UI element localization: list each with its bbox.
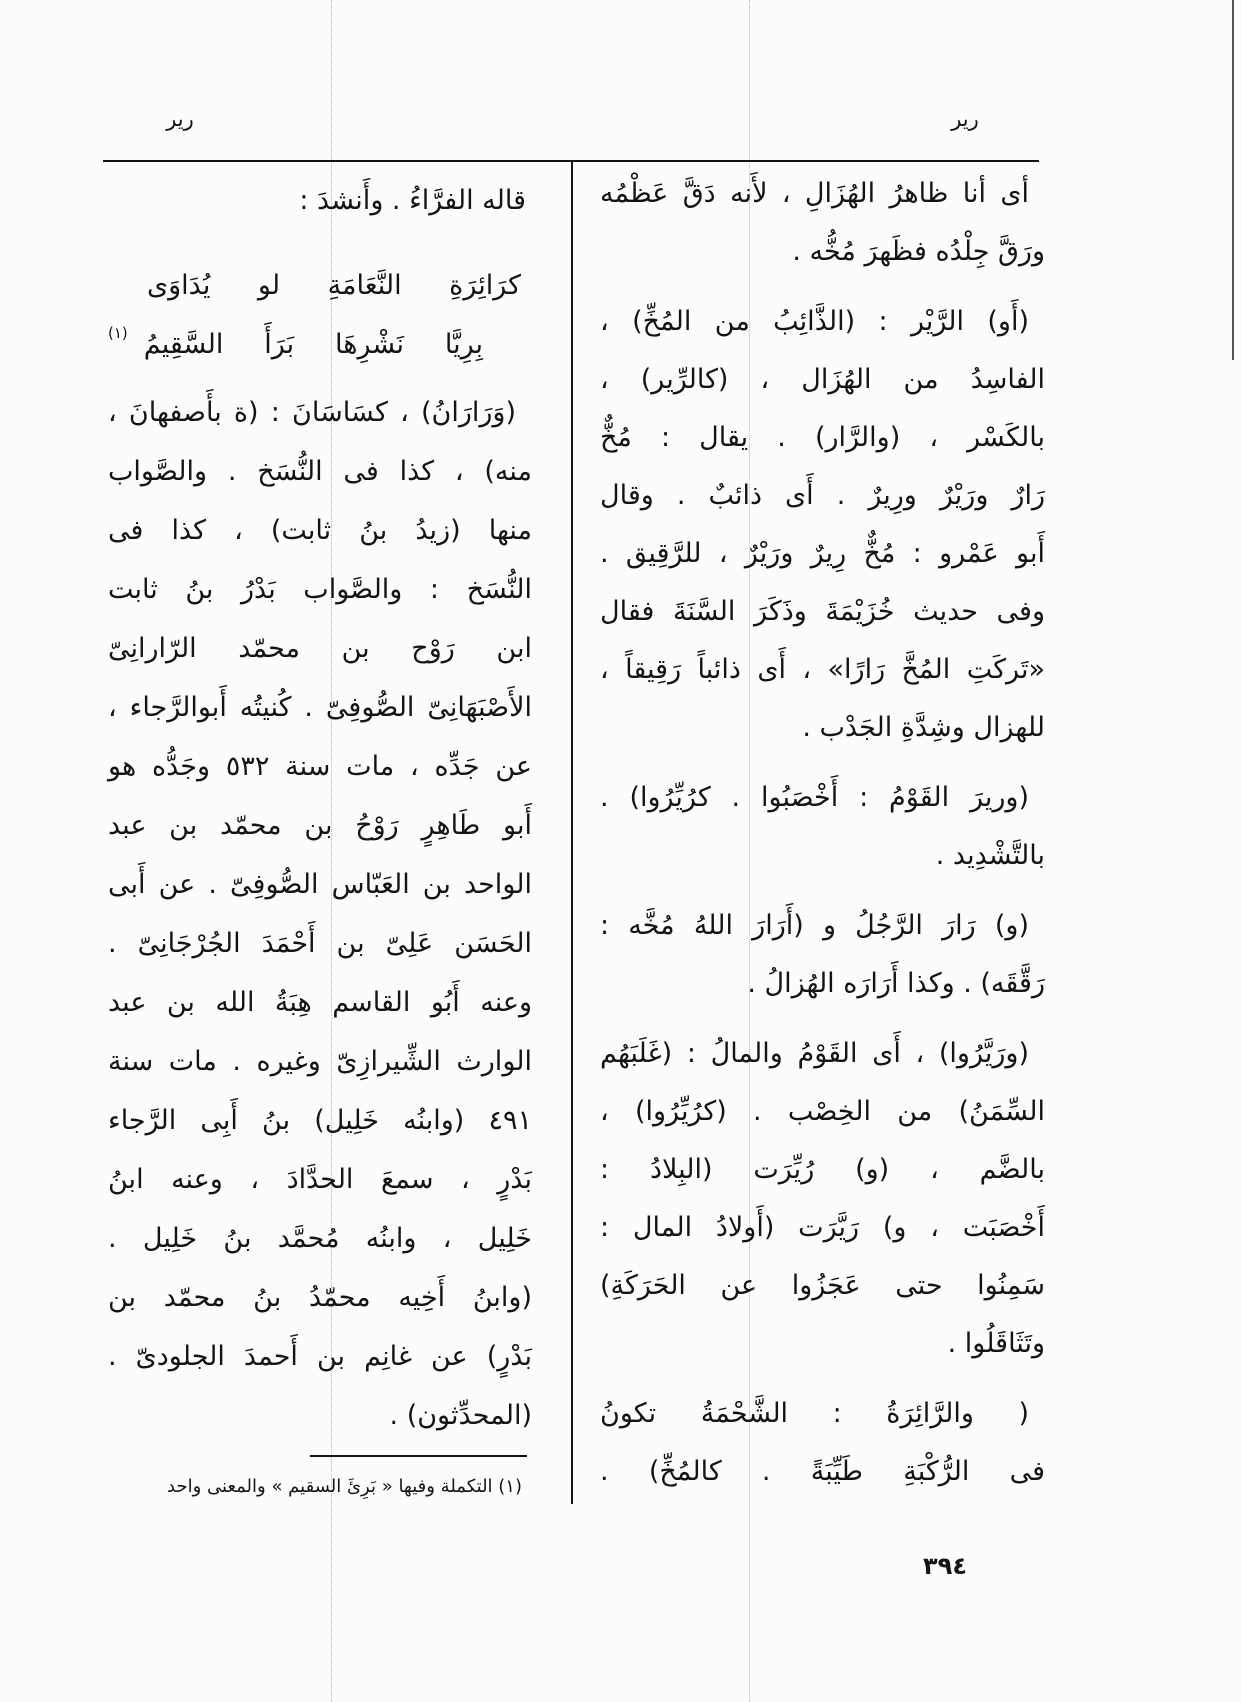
paragraph [600,293,1045,757]
text-line: وعنه أَبُو القاسم هِبَةُ الله بن عبد [108,987,532,1018]
footnote: (١) التكملة وفيها « بَرِئَ السقيم » والمعنى واحد [167,1476,522,1497]
text-line: أَبو طَاهِرٍ رَوْحُ بن محمّد بن عبد [108,810,532,841]
text-line: الحَسَن عَلِىّ بن أَحْمَدَ الجُرْجَانِىّ . [108,928,532,959]
text-line: ورَقَّ جِلْدُه فظَهرَ مُخُّه . [792,236,1045,267]
text-line: (وَرَارَانُ) ، كسَاسَانَ : (ة بأَصفهانَ ، [108,397,516,428]
page-number: ٣٩٤ [923,1552,967,1580]
text-line: بَدْرٍ ، سمعَ الحدَّادَ ، وعنه ابنُ [108,1164,532,1195]
paragraph [108,383,532,1445]
text-line: بَدْرٍ) عن غانِم بن أَحمدَ الجلودىّ . [108,1341,532,1372]
text-line: ( والرَّائِرَةُ : الشَّحْمَةُ تكونُ [600,1398,1029,1429]
verse-hemistich-second [108,315,532,374]
text-line: (وريرَ القَوْمُ : أَخْصَبُوا . كرُيِّرُوا) . [600,782,1029,813]
running-head-left: رير [166,107,194,131]
text-line: منها (زيدُ بنُ ثابت) ، كذا فى [108,515,532,546]
paragraph [600,165,1045,281]
paragraph [600,897,1045,1013]
text-line: منه) ، كذا فى النُّسَخ . والصَّواب [108,456,532,487]
text-line: بالتَّشْدِيد . [935,840,1045,871]
text-line: خَلِيل ، وابنُه مُحمَّد بنُ خَلِيل . [108,1223,532,1254]
paragraph [600,1025,1045,1373]
text-line: الفاسِدُ من الهُزَال ، (كالرِّير) ، [600,364,1045,395]
running-head-right: رير [951,107,979,131]
text-line: أَبو عَمْرو : مُخٌّ رِيرٌ ورَيْرٌ ، للرَّقِيق . [600,538,1045,569]
text-line: بالضَّم ، (و) رُيِّرَت (البِلادُ : [600,1154,1045,1185]
text-line: أى أنا ظاهرُ الهُزَالِ ، لأَنه دَقَّ عَظْمُه [600,178,1029,209]
text-line: أَخْصَبَت ، و) رَيَّرَت (أَولادُ المال : [600,1212,1045,1243]
text-line: (و) رَارَ الرَّجُلُ و (أَرَارَ اللهُ مُخَّه : [600,910,1029,941]
text-line: «تَركَتِ المُخَّ رَارًا» ، أَى ذائباً رَقِيقاً ، [600,654,1045,685]
paragraph [600,1385,1045,1501]
text-line: الوارث الشِّيرازِىّ وغيره . مات سنة [108,1046,532,1077]
text-line: (أَو) الرَّيْر : (الذَّائِبُ من المُخِّ) ، [600,306,1029,337]
text-line: سَمِنُوا حتى عَجَزُوا عن الحَرَكَةِ) [600,1270,1045,1301]
text-line: ٤٩١ (وابنُه خَلِيل) بنُ أَبِى الرَّجاء [108,1105,532,1136]
text-line: بالكَسْر ، (والرَّار) . يقال : مُخٌّ [600,422,1045,453]
text-line: (المحدِّثون) . [389,1400,532,1431]
verse-hemistich-first: كرَائِرَةِ النَّعَامَةِ لو يُدَاوَى [147,270,521,301]
text-line: عن جَدِّه ، مات سنة ٥٣٢ وجَدُّه هو [108,751,532,782]
text-line: ابن رَوْح بن محمّد الرّارانِىّ [108,633,532,664]
text-line: للهزال وشِدَّةِ الجَدْب . [802,712,1045,743]
text-line: رَارٌ ورَيْرٌ ورِيرٌ . أَى ذائبٌ . وقال [600,480,1045,511]
left-column [108,171,532,1445]
footnote-rule [310,1455,527,1457]
text-line: النُّسَخ : والصَّواب بَدْرُ بنُ ثابت [108,574,532,605]
right-column [600,165,1045,1501]
text-line: السِّمَنُ) من الخِصْب . (كرُيِّرُوا) ، [600,1096,1045,1127]
column-divider [571,161,573,1504]
scan-edge-line [1232,0,1234,360]
text-line: (ورَيَّرُوا) ، أَى القَوْمُ والمالُ : (غَلَبَهُم [600,1038,1029,1069]
text-line: الواحد بن العَبّاس الصُّوفِىّ . عن أَبى [108,869,532,900]
text-line: رَقَّقَه) . وكذا أَرَارَه الهُزالُ . [747,968,1045,999]
paragraph [600,769,1045,885]
text-line: وفى حديث خُزَيْمَةَ وذَكَرَ السَّنَةَ فقال [600,596,1045,627]
left-column-body [108,383,532,1445]
text-line: فى الرُّكْبَةِ طَيِّبَةً . كالمُخِّ) . [600,1456,1045,1487]
text-line: (وابنُ أَخِيه محمّدُ بنُ محمّد بن [108,1282,532,1313]
footnote-reference: (١) [108,324,128,342]
verse-hemistich-second-text: بِرِيَّا نَشْرِهَا بَرَأَ السَّقِيمُ [143,329,483,360]
poem-verse [108,256,532,374]
text-line: الأَصْبَهَانِىّ الصُّوفِىّ . كُنيتُه أَبوالرَّجاء ، [108,692,532,723]
text-line-intro: قاله الفرَّاءُ . وأَنشدَ : [299,185,526,216]
text-line: وتَثَاقَلُوا . [947,1328,1045,1359]
